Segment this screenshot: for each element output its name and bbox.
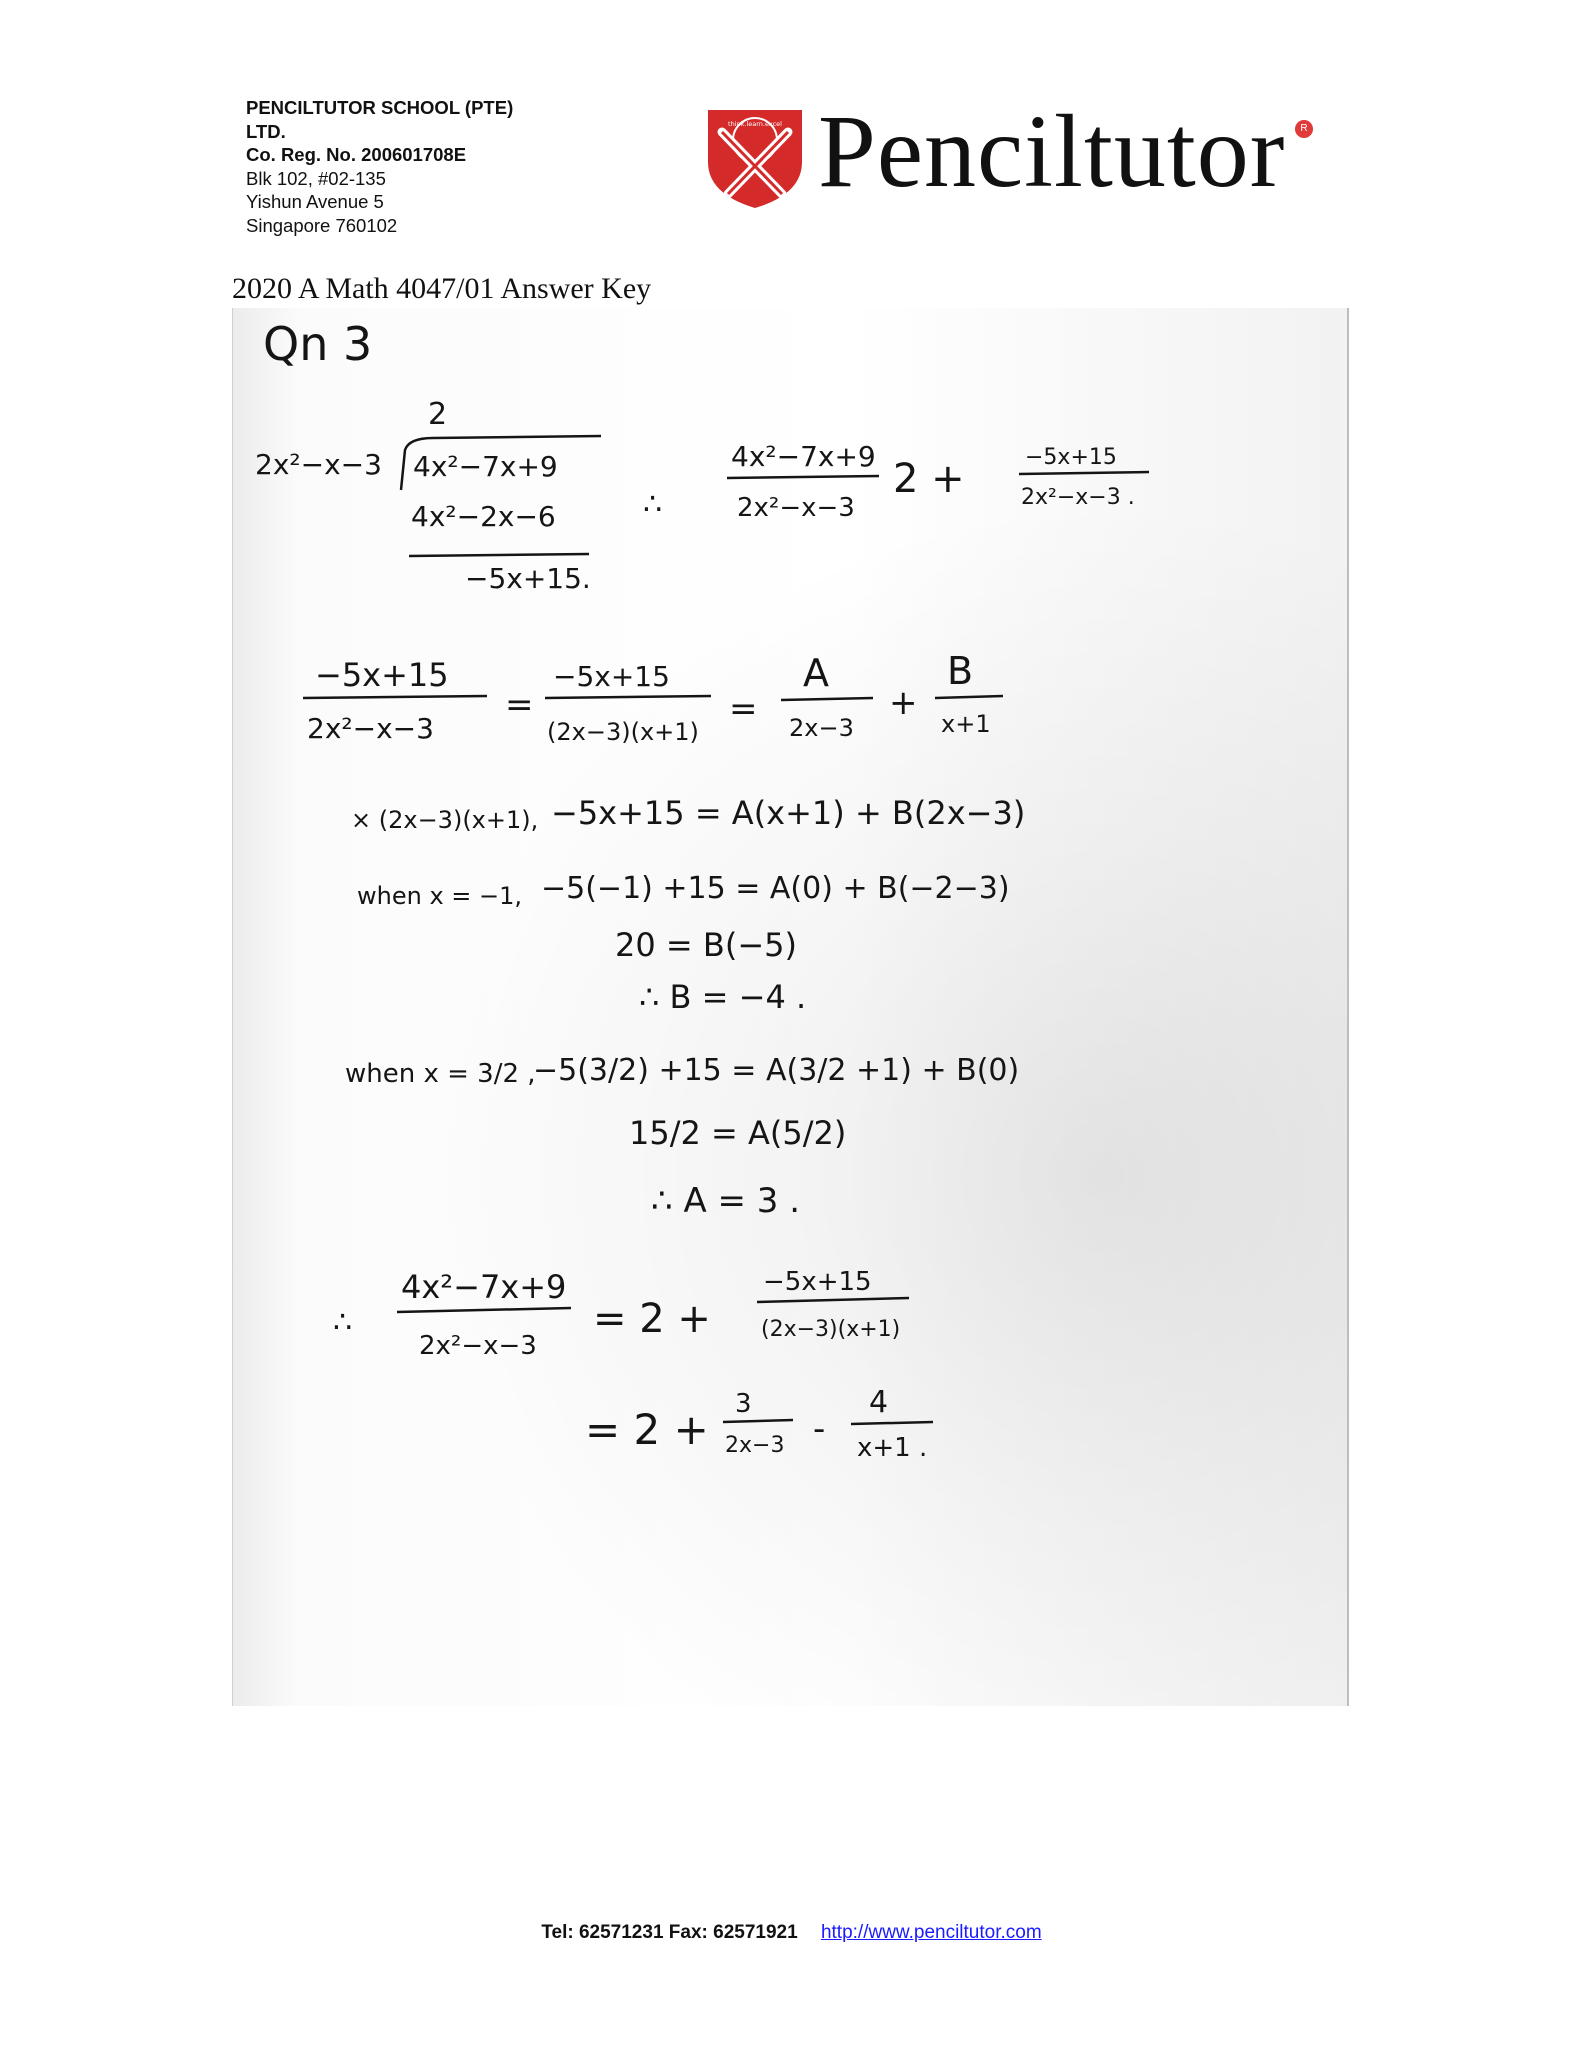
final-line-1-lead: = 2 + bbox=[593, 1296, 711, 1342]
pf-B-denominator: x+1 bbox=[941, 710, 991, 738]
company-suffix: LTD. bbox=[246, 120, 286, 142]
result-lhs-denominator: 2x²−x−3 bbox=[737, 493, 855, 523]
result-rhs-numerator: −5x+15 bbox=[1025, 445, 1117, 470]
minus-sign: - bbox=[813, 1409, 826, 1449]
when-label-1: when x = −1, bbox=[357, 882, 523, 910]
handwritten-solution-sheet bbox=[232, 308, 1349, 1706]
therefore-symbol-2: ∴ bbox=[333, 1305, 353, 1340]
question-label: Qn 3 bbox=[263, 317, 373, 371]
final-fraction-1-denominator: 2x−3 bbox=[725, 1433, 785, 1458]
footer-website-link[interactable]: http://www.penciltutor.com bbox=[820, 1922, 1042, 1943]
final-fraction-2-numerator: 4 bbox=[869, 1385, 889, 1420]
address-line-3: Singapore 760102 bbox=[246, 214, 398, 236]
solution-svg bbox=[233, 308, 1347, 1706]
pf-A-numerator: A bbox=[803, 651, 829, 695]
logo-badge-text: think.learn.excel bbox=[728, 120, 782, 128]
when-step-1: 20 = B(−5) bbox=[615, 926, 797, 964]
final-fraction-2-denominator: x+1 . bbox=[857, 1433, 928, 1463]
shield-crest-icon bbox=[700, 102, 810, 212]
final-lhs-numerator: 4x²−7x+9 bbox=[401, 1268, 567, 1306]
when-equation-1: −5(−1) +15 = A(0) + B(−2−3) bbox=[541, 871, 1010, 906]
result-lhs-numerator: 4x²−7x+9 bbox=[731, 440, 876, 473]
footer bbox=[0, 1922, 1583, 1944]
final-line-1-numerator: −5x+15 bbox=[763, 1267, 872, 1297]
address-line-2: Yishun Avenue 5 bbox=[246, 191, 384, 212]
pf-B-numerator: B bbox=[947, 649, 974, 693]
result-rhs-denominator: 2x²−x−3 . bbox=[1021, 485, 1135, 510]
final-line-2-lead: = 2 + bbox=[585, 1405, 709, 1454]
division-remainder: −5x+15. bbox=[465, 562, 591, 595]
pf-denominator-2: (2x−3)(x+1) bbox=[547, 718, 699, 746]
pf-A-denominator: 2x−3 bbox=[789, 714, 854, 742]
company-name: PENCILTUTOR SCHOOL (PTE) bbox=[246, 97, 514, 118]
when-label-2: when x = 3/2 , bbox=[345, 1059, 536, 1089]
therefore-symbol: ∴ bbox=[643, 487, 663, 522]
when-equation-2: −5(3/2) +15 = A(3/2 +1) + B(0) bbox=[533, 1053, 1020, 1088]
registration-number: Co. Reg. No. 200601708E bbox=[246, 144, 467, 165]
division-dividend: 4x²−7x+9 bbox=[413, 450, 558, 483]
multiply-label: × (2x−3)(x+1), bbox=[351, 806, 539, 834]
when-result-1: ∴ B = −4 . bbox=[639, 978, 807, 1016]
division-quotient: 2 bbox=[428, 397, 448, 432]
when-step-2: 15/2 = A(5/2) bbox=[629, 1114, 847, 1152]
address-line-1: Blk 102, #02-135 bbox=[246, 167, 386, 189]
pf-denominator-1: 2x²−x−3 bbox=[307, 712, 434, 745]
school-address-block bbox=[246, 96, 513, 237]
final-fraction-1-numerator: 3 bbox=[735, 1389, 752, 1419]
footer-contact: Tel: 62571231 Fax: 62571921 bbox=[541, 1922, 798, 1943]
page-title: 2020 A Math 4047/01 Answer Key bbox=[232, 272, 652, 305]
equals-sign-2: = bbox=[729, 689, 758, 729]
division-subtract: 4x²−2x−6 bbox=[411, 500, 556, 533]
pf-numerator-2: −5x+15 bbox=[553, 660, 670, 693]
result-rhs-whole: 2 + bbox=[893, 456, 965, 502]
final-lhs-denominator: 2x²−x−3 bbox=[419, 1331, 537, 1361]
equals-sign: = bbox=[505, 685, 534, 725]
pf-numerator: −5x+15 bbox=[315, 656, 449, 694]
when-result-2: ∴ A = 3 . bbox=[651, 1181, 801, 1221]
division-divisor: 2x²−x−3 bbox=[255, 448, 382, 481]
plus-sign: + bbox=[889, 683, 918, 723]
penciltutor-logo bbox=[700, 94, 1350, 214]
registered-mark-icon: R bbox=[1295, 120, 1313, 138]
logo-wordmark: Penciltutor bbox=[818, 94, 1286, 209]
multiply-equation: −5x+15 = A(x+1) + B(2x−3) bbox=[551, 794, 1026, 832]
final-line-1-denominator: (2x−3)(x+1) bbox=[761, 1317, 901, 1342]
